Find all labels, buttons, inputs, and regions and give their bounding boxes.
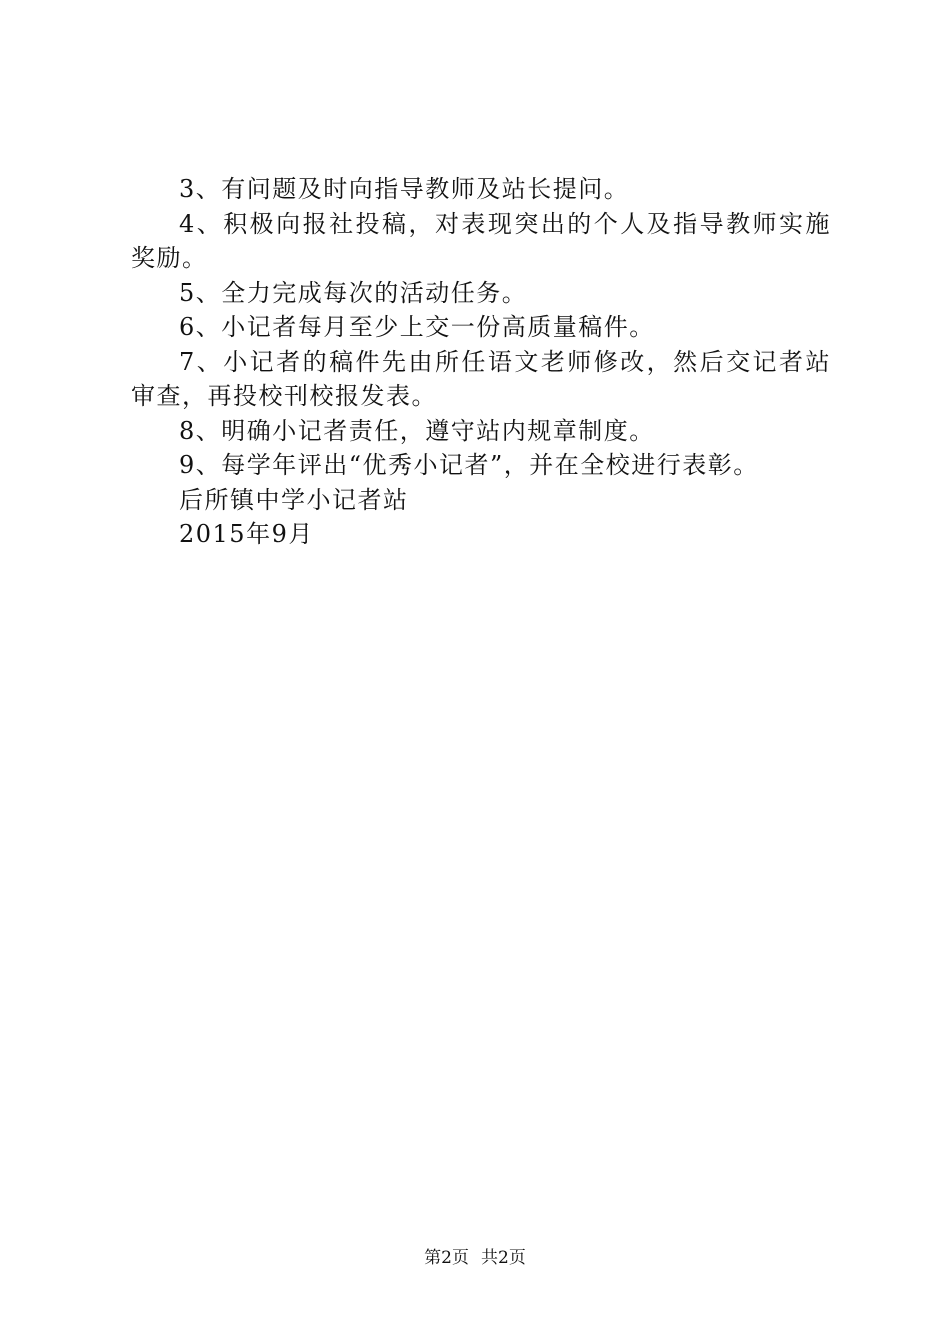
page-number-total: 共2页	[481, 1248, 526, 1268]
rule-item-4: 4、积极向报社投稿，对表现突出的个人及指导教师实施奖励。	[131, 209, 831, 272]
signature-date: 2015年9月	[179, 520, 314, 548]
document-body	[131, 172, 831, 552]
rule-item-7: 7、小记者的稿件先由所任语文老师修改，然后交记者站审查，再投校刊校报发表。	[131, 347, 831, 410]
rule-item-5: 5、全力完成每次的活动任务。	[179, 278, 528, 307]
page-number-current: 第2页	[424, 1248, 469, 1268]
rule-item-3: 3、有问题及时向指导教师及站长提问。	[179, 175, 630, 203]
page-footer	[0, 1243, 950, 1268]
rule-item-8: 8、明确小记者责任，遵守站内规章制度。	[179, 416, 655, 445]
rule-item-9: 9、每学年评出“优秀小记者”，并在全校进行表彰。	[179, 451, 759, 479]
rule-item-6: 6、小记者每月至少上交一份高质量稿件。	[179, 313, 655, 341]
signature-organization: 后所镇中学小记者站	[179, 485, 409, 514]
